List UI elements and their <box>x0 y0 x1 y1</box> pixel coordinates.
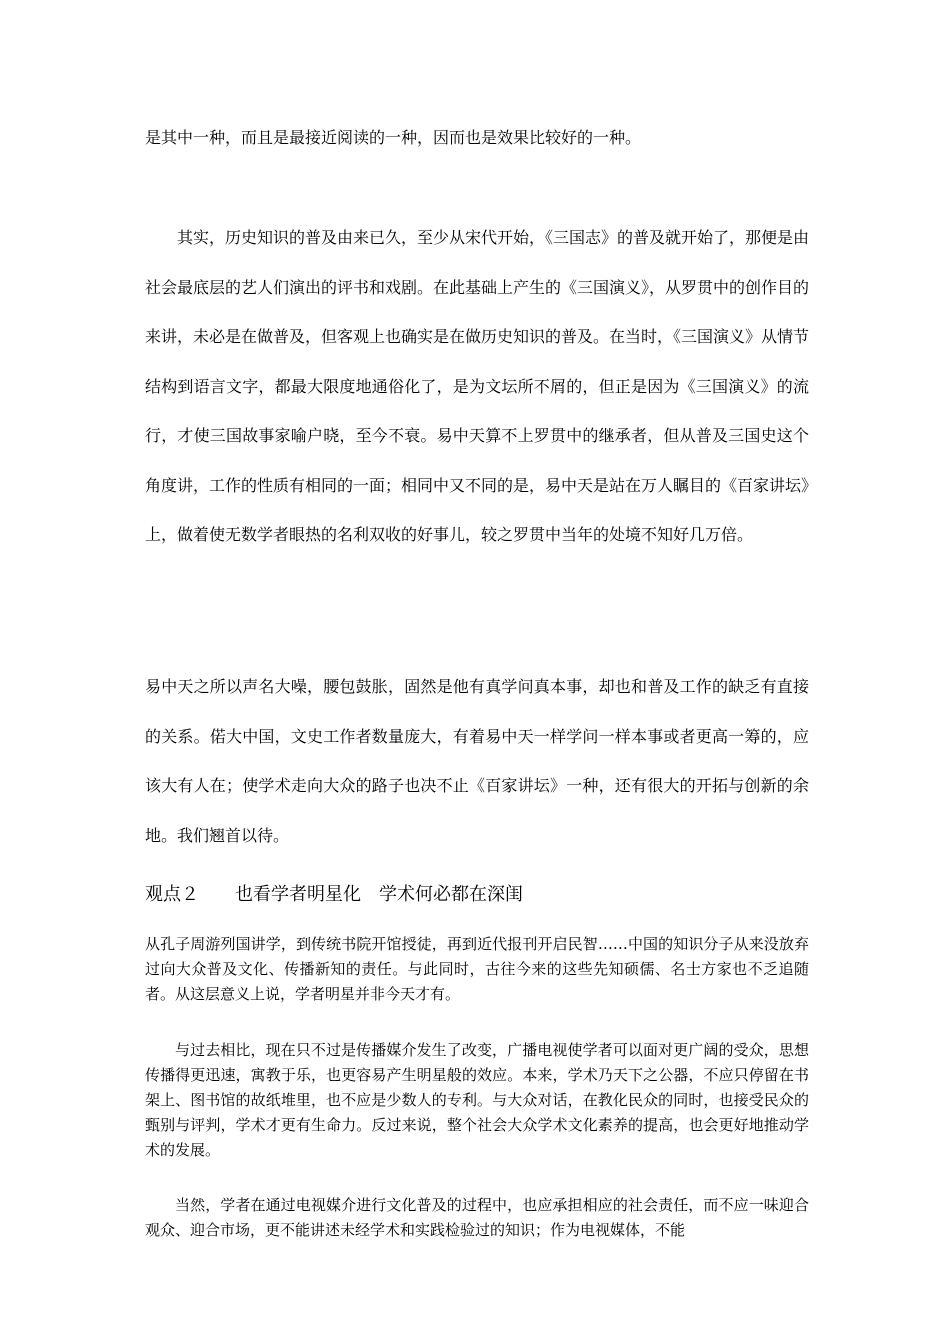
paragraph-history-popularization: 其实，历史知识的普及由来已久，至少从宋代开始，《三国志》的普及就开始了，那便是由社会最底层的艺人们演出的评书和戏剧。在此基础上产生的《三国演义》，从罗贯中的创作目的来讲，未必是在做普及，但客观上也确实是在做历史知识的普及。在当时，《三国演义》从情节结构到语言文字，都最大限度地通俗化了，是为文坛所不屑的，但正是因为《三国演义》的流行，才使三国故事家喻户晓，至今不衰。易中天算不上罗贯中的继承者，但从普及三国史这个角度讲，工作的性质有相同的一面；相同中又不同的是，易中天是站在万人瞩目的《百家讲坛》上，做着使无数学者眼热的名利双收的好事儿，较之罗贯中当年的处境不知好几万倍。 <box>145 228 810 544</box>
paragraph-social-responsibility: 当然，学者在通过电视媒介进行文化普及的过程中，也应承担相应的社会责任，而不应一味迎合观众、迎合市场，更不能讲述未经学术和实践检验过的知识；作为电视媒体，不能 <box>145 1196 809 1239</box>
paragraph-reading-comparison: 是其中一种，而且是最接近阅读的一种，因而也是效果比较好的一种。 <box>145 128 642 147</box>
paragraph-media-change: 与过去相比，现在只不过是传播媒介发生了改变，广播电视使学者可以面对更广阔的受众，思想传播得更迅速，寓教于乐，也更容易产生明星般的效应。本来，学术乃天下之公器，不应只停留在书架上、图书馆的故纸堆里，也不应是少数人的专利。与大众对话，在教化民众的同时，也接受民众的甄别与评判，学术才更有生命力。反过来说，整个社会大众学术文化素养的提高，也会更好地推动学术的发展。 <box>145 1041 809 1159</box>
section-heading-viewpoint-2: 观点２ 也看学者明星化 学术何必都在深闺 <box>145 884 523 905</box>
paragraph-scholars-tradition: 从孔子周游列国讲学，到传统书院开馆授徒，再到近代报刊开启民智……中国的知识分子从来没放弃过向大众普及文化、传播新知的责任。与此同时，古往今来的这些先知硕儒、名士方家也不乏追随者。从这层意义上说，学者明星并非今天才有。 <box>145 935 809 1003</box>
paragraph-yi-zhongtian-fame: 易中天之所以声名大噪，腰包鼓胀，固然是他有真学问真本事，却也和普及工作的缺乏有直接的关系。偌大中国，文史工作者数量庞大，有着易中天一样学问一样本事或者更高一筹的，应该大有人在；使学术走向大众的路子也决不止《百家讲坛》一种，还有很大的开拓与创新的余地。我们翘首以待。 <box>145 677 809 845</box>
